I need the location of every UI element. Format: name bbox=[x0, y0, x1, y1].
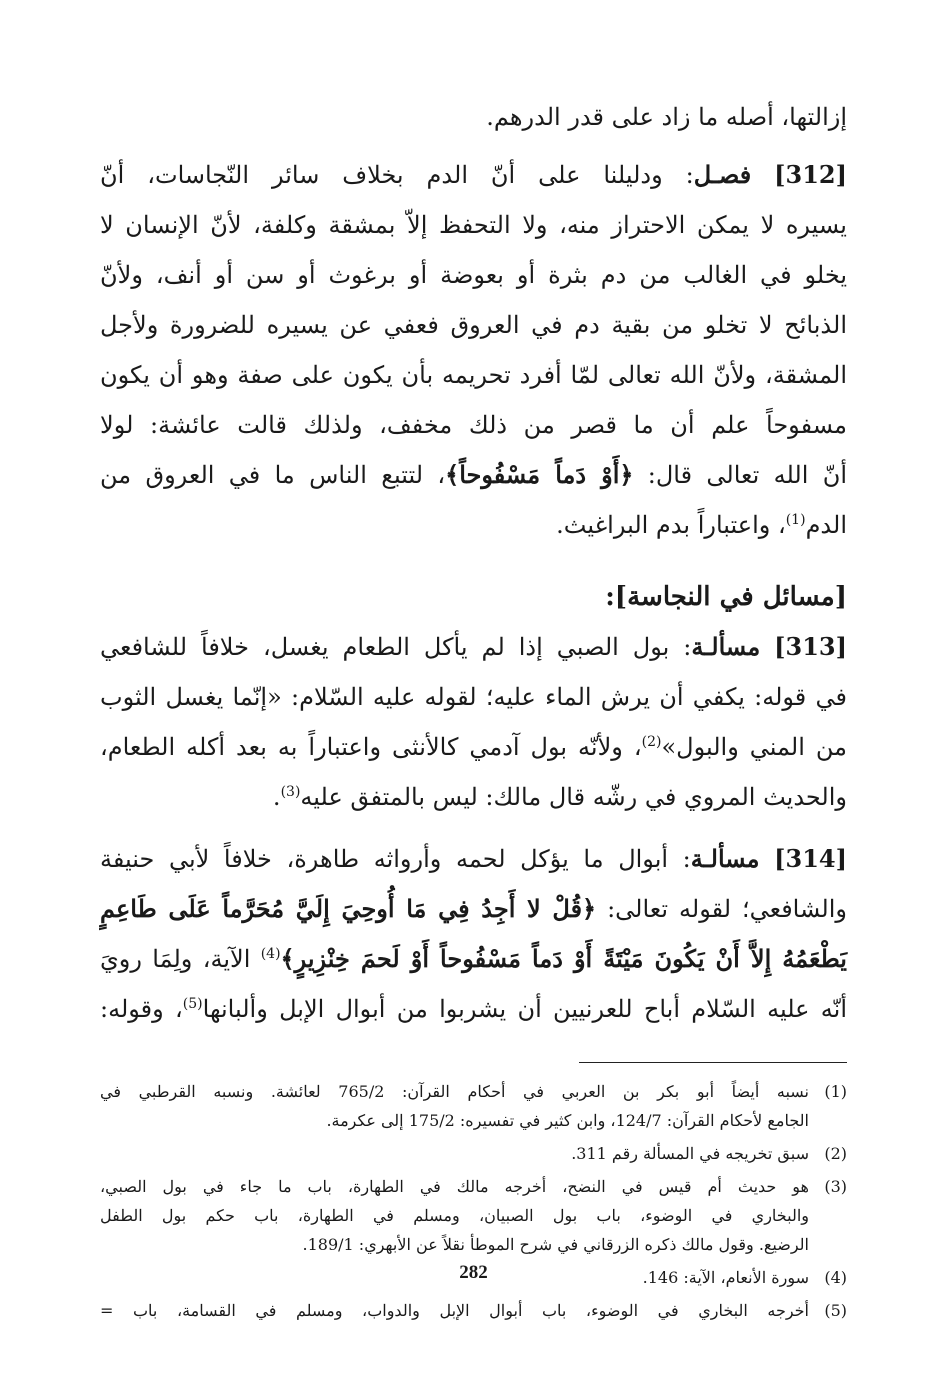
body-text: ، لتتبع الناس ما في العروق من bbox=[100, 461, 446, 489]
body-line bbox=[100, 984, 847, 1034]
page-number: 282 bbox=[459, 1262, 488, 1283]
body-line bbox=[100, 622, 847, 672]
body-text: والشافعي؛ لقوله تعالى: bbox=[596, 895, 847, 923]
body-line: يخلو في الغالب من دم بثرة أو بعوضة أو برغوث أو سن أو أنف، ولأنّ bbox=[100, 261, 847, 289]
body-line bbox=[100, 834, 847, 884]
body-line bbox=[100, 450, 847, 500]
footnote bbox=[100, 1296, 847, 1325]
footnote-line: الرضيع. وقول مالك ذكره الزرقاني في شرح الموطأ نقلاً عن الأبهري: 189/1. bbox=[302, 1235, 809, 1254]
body-line bbox=[100, 884, 847, 934]
footnotes bbox=[100, 1077, 847, 1325]
body-text: ، ولأنّه بول آدمي كالأنثى واعتباراً به بعد أكله الطعام، bbox=[100, 733, 642, 761]
body-text: : أبوال ما يؤكل لحمه وأرواثه طاهرة، خلافاً لأبي حنيفة bbox=[100, 845, 691, 873]
section-313 bbox=[100, 622, 847, 822]
body-text: . bbox=[272, 783, 281, 811]
body-line bbox=[100, 722, 847, 772]
footnote-line: هو حديث أم قيس في النضح، أخرجه مالك في الطهارة، باب ما جاء في بول الصبي، bbox=[100, 1177, 809, 1196]
section-312 bbox=[100, 150, 847, 550]
body-text: والحديث المروي في رشّه قال مالك: ليس بالمتفق عليه bbox=[300, 783, 847, 811]
quran-quote: ﴿أَوْ دَماً مَسْفُوحاً﴾ bbox=[445, 460, 634, 489]
footnote-separator bbox=[579, 1062, 847, 1063]
body-line: إزالتها، أصله ما زاد على قدر الدرهم. bbox=[486, 103, 847, 131]
body-text: الآية، ولِمَا رويَ bbox=[100, 945, 261, 973]
footnote-line: نسبه أيضاً أبو بكر بن العربي في أحكام القرآن: 765/2 لعائشة. ونسبه القرطبي في bbox=[100, 1082, 810, 1101]
body-text: أنّه عليه السّلام أباح للعرنيين أن يشربوا من أبوال الإبل وألبانها bbox=[202, 995, 847, 1023]
body-text: من المني والبول» bbox=[661, 733, 847, 761]
body-line: في قوله: يكفي أن يرش الماء عليه؛ لقوله عليه السّلام: «إنّما يغسل الثوب bbox=[100, 683, 847, 711]
body-text: ، وقوله: bbox=[100, 995, 183, 1023]
footnote-line: سبق تخريجه في المسألة رقم 311. bbox=[571, 1144, 809, 1163]
footnote-line: أخرجه البخاري في الوضوء، باب أبوال الإبل والدواب، ومسلم في القسامة، باب = bbox=[100, 1301, 809, 1320]
footnote bbox=[100, 1172, 847, 1259]
footnote-number: (3) bbox=[824, 1177, 847, 1196]
body-text: أنّ الله تعالى قال: bbox=[633, 461, 847, 489]
section-number: [313] bbox=[774, 632, 847, 661]
body-line: يسيره لا يمكن الاحتراز منه، ولا التحفظ إلاّ بمشقة وكلفة، لأنّ الإنسان لا bbox=[100, 211, 847, 239]
body-line: المشقة، ولأنّ الله تعالى لمّا أفرد تحريمه بأن يكون على صفة وهو أن يكون bbox=[100, 361, 847, 389]
body-text: : بول الصبي إذا لم يأكل الطعام يغسل، خلافاً للشافعي bbox=[100, 633, 692, 661]
section-keyword: فصـل bbox=[693, 160, 752, 189]
section-314 bbox=[100, 834, 847, 1034]
footnote-ref[interactable]: (4) bbox=[260, 946, 281, 962]
section-keyword: مسألـة bbox=[691, 632, 761, 661]
body-line: مسفوحاً علم أن ما قصر من ذلك مخفف، ولذلك قالت عائشة: لولا bbox=[100, 411, 847, 439]
footnote-line: الجامع لأحكام القرآن: 124/7، وابن كثير في تفسيره: 175/2 إلى عكرمة. bbox=[326, 1111, 809, 1130]
quran-quote: يَطْعَمُهُ إِلاَّ أَنْ يَكُونَ مَيْتَةً أَوْ دَماً مَسْفُوحاً أَوْ لَحمَ خِنْزِيرٍ﴾ bbox=[280, 944, 847, 973]
section-keyword: مسألـة bbox=[690, 844, 760, 873]
footnote-number: (4) bbox=[824, 1268, 847, 1287]
footnote-number: (1) bbox=[824, 1082, 847, 1101]
body-line bbox=[100, 500, 847, 550]
body-text: الدم bbox=[805, 511, 847, 539]
footnote bbox=[100, 1077, 847, 1135]
body-text: : ودليلنا على أنّ الدم بخلاف سائر النّجاسات، أنّ bbox=[100, 161, 694, 189]
footnote bbox=[100, 1139, 847, 1168]
footnote-number: (5) bbox=[824, 1301, 847, 1320]
footnote-ref[interactable]: (3) bbox=[280, 784, 301, 800]
footnote-ref[interactable]: (1) bbox=[785, 512, 806, 528]
section-heading: [مسائل في النجاسة]: bbox=[605, 582, 847, 612]
quran-quote: ﴿قُلْ لا أَجِدُ فِي مَا أُوحِيَ إِلَيَّ مُحَرَّماً عَلَى طَاعِمٍ bbox=[100, 894, 597, 923]
footnote-line: والبخاري في الوضوء، باب بول الصبيان، ومسلم في الطهارة، باب حكم بول الطفل bbox=[100, 1206, 809, 1225]
footnote-line: سورة الأنعام، الآية: 146. bbox=[642, 1268, 809, 1287]
body-text: ، واعتباراً بدم البراغيث. bbox=[556, 511, 786, 539]
footnote-ref[interactable]: (5) bbox=[182, 996, 203, 1012]
body-line bbox=[100, 150, 847, 200]
body-line bbox=[100, 934, 847, 984]
footnote-ref[interactable]: (2) bbox=[641, 734, 662, 750]
body-line bbox=[100, 772, 847, 822]
footnote-number: (2) bbox=[824, 1144, 847, 1163]
body-line: الذبائح لا تخلو من بقية دم في العروق فعفي عن يسيره للضرورة ولأجل bbox=[100, 311, 847, 339]
section-number: [314] bbox=[774, 844, 847, 873]
section-number: [312] bbox=[774, 160, 847, 189]
